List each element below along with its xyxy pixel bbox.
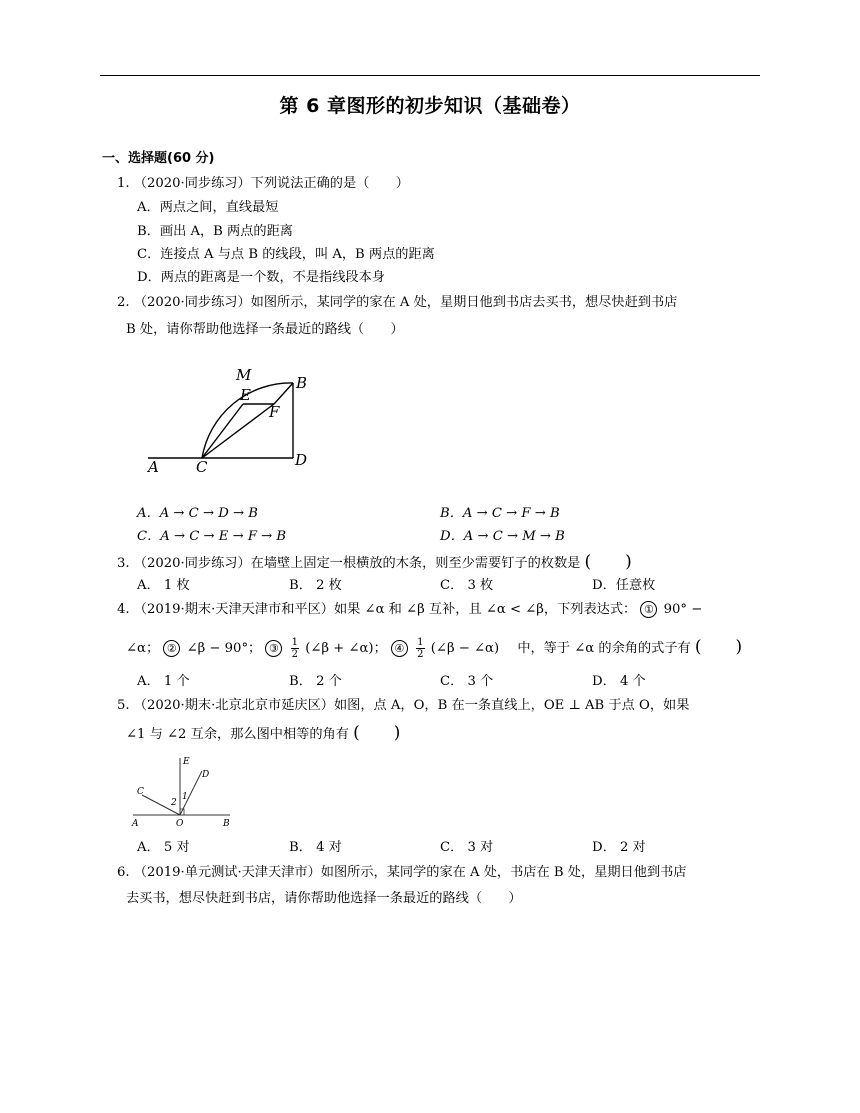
q5-figure: [128, 753, 236, 829]
q4-frac4-den: 2: [417, 649, 424, 660]
q4-stem-line2: [126, 637, 742, 660]
q5-fig-label-e: E: [183, 757, 190, 767]
q5-stem-text: ∠1 与 ∠2 互余，那么图中相等的角有: [126, 727, 349, 742]
q5-option-c: C． 3 对: [440, 840, 494, 855]
q4-expr-3: (∠β + ∠α)；: [305, 641, 387, 656]
q5-option-a: A． 5 对: [137, 840, 190, 855]
q3-option-d: D．任意枚: [592, 578, 656, 593]
q2-stem-line2: B 处，请你帮助他选择一条最近的路线（ ）: [126, 322, 404, 337]
q1-option-a: A．两点之间，直线最短: [137, 200, 279, 215]
q2-option-c: C．A → C → E → F → B: [137, 529, 287, 544]
q2-fig-label-c: C: [196, 458, 208, 476]
q4-option-c: C． 3 个: [440, 674, 494, 689]
q5-fig-label-a: A: [132, 819, 139, 829]
q2-figure: [140, 362, 320, 477]
header-rule: [100, 75, 760, 76]
q4-fraction-4: [416, 637, 424, 660]
q4-option-b: B． 2 个: [289, 674, 342, 689]
q4-option-a: A． 1 个: [137, 674, 190, 689]
q5-answer-paren: ( ): [353, 723, 401, 743]
q6-stem-line1: 6. （2019·单元测试·天津天津市）如图所示，某同学的家在 A 处，书店在 B 处，星期日他到书店: [117, 865, 687, 880]
q4-fraction-3: [291, 637, 299, 660]
q3-option-a: A． 1 枚: [137, 578, 190, 593]
q1-stem: 1. （2020·同步练习）下列说法正确的是（ ）: [117, 176, 409, 191]
q4-circled-3: ③: [265, 640, 282, 657]
q3-stem-text: 3. （2020·同步练习）在墙壁上固定一根横放的木条，则至少需要钉子的枚数是: [117, 556, 581, 571]
q4-expr-1: 90° −: [663, 602, 703, 617]
q2-fig-label-e: E: [240, 386, 251, 404]
q2-fig-label-a: A: [148, 458, 159, 476]
q4-expr-1-cont: ∠α；: [126, 641, 160, 656]
q4-stem-tail: 中，等于 ∠α 的余角的式子有: [517, 641, 691, 656]
page-title: 第 6 章图形的初步知识（基础卷）: [279, 95, 581, 117]
q5-stem-line2: [126, 724, 400, 744]
section-heading: 一、选择题(60 分): [102, 151, 215, 166]
q4-answer-paren: ( ): [694, 637, 743, 657]
q2-fig-label-f: F: [269, 403, 280, 421]
q4-expr-4: (∠β − ∠α): [430, 641, 500, 656]
q4-circled-2: ②: [163, 640, 180, 657]
q5-stem-line1: 5. （2020·期末·北京北京市延庆区）如图，点 A，O，B 在一条直线上，OE ⊥ AB 于点 O，如果: [117, 698, 690, 713]
q4-frac3-num: 1: [291, 637, 299, 648]
q4-frac4-num: 1: [417, 637, 424, 648]
q2-option-b: B．A → C → F → B: [440, 506, 560, 521]
q2-option-a: A．A → C → D → B: [137, 506, 258, 521]
q3-option-b: B． 2 枚: [289, 578, 342, 593]
q5-fig-label-2: 2: [171, 798, 177, 808]
q5-option-d: D． 2 对: [592, 840, 646, 855]
q2-fig-label-d: D: [295, 451, 308, 469]
q3-option-c: C． 3 枚: [440, 578, 494, 593]
q2-fig-label-m: M: [236, 366, 252, 384]
q4-circled-4: ④: [391, 640, 408, 657]
q1-option-d: D．两点的距离是一个数，不是指线段本身: [137, 270, 385, 285]
q4-stem-text: 4. （2019·期末·天津天津市和平区）如果 ∠α 和 ∠β 互补，且 ∠α < ∠β，下列表达式：: [117, 602, 637, 617]
q3-answer-paren: ( ): [584, 552, 632, 572]
q5-fig-label-c: C: [137, 787, 144, 797]
q3-stem: [117, 553, 632, 573]
q5-option-b: B． 4 对: [289, 840, 342, 855]
q5-fig-label-b: B: [223, 819, 230, 829]
q4-frac3-den: 2: [291, 649, 299, 660]
q2-stem-line1: 2. （2020·同步练习）如图所示，某同学的家在 A 处，星期日他到书店去买书，想尽快赶到书店: [117, 295, 678, 310]
q4-stem-line1: [117, 601, 702, 619]
q5-fig-label-d: D: [202, 770, 210, 780]
q4-expr-2: ∠β − 90°；: [186, 641, 262, 656]
q5-fig-label-o: O: [176, 819, 184, 829]
q1-option-b: B．画出 A，B 两点的距离: [137, 224, 293, 239]
q5-fig-label-1: 1: [182, 792, 188, 802]
q6-stem-line2: 去买书，想尽快赶到书店，请你帮助他选择一条最近的路线（ ）: [126, 891, 522, 906]
q4-option-d: D． 4 个: [592, 674, 646, 689]
q4-circled-1: ①: [640, 601, 657, 618]
q2-option-d: D．A → C → M → B: [440, 529, 565, 544]
q2-fig-label-b: B: [296, 374, 308, 392]
q1-option-c: C．连接点 A 与点 B 的线段，叫 A，B 两点的距离: [137, 247, 435, 262]
